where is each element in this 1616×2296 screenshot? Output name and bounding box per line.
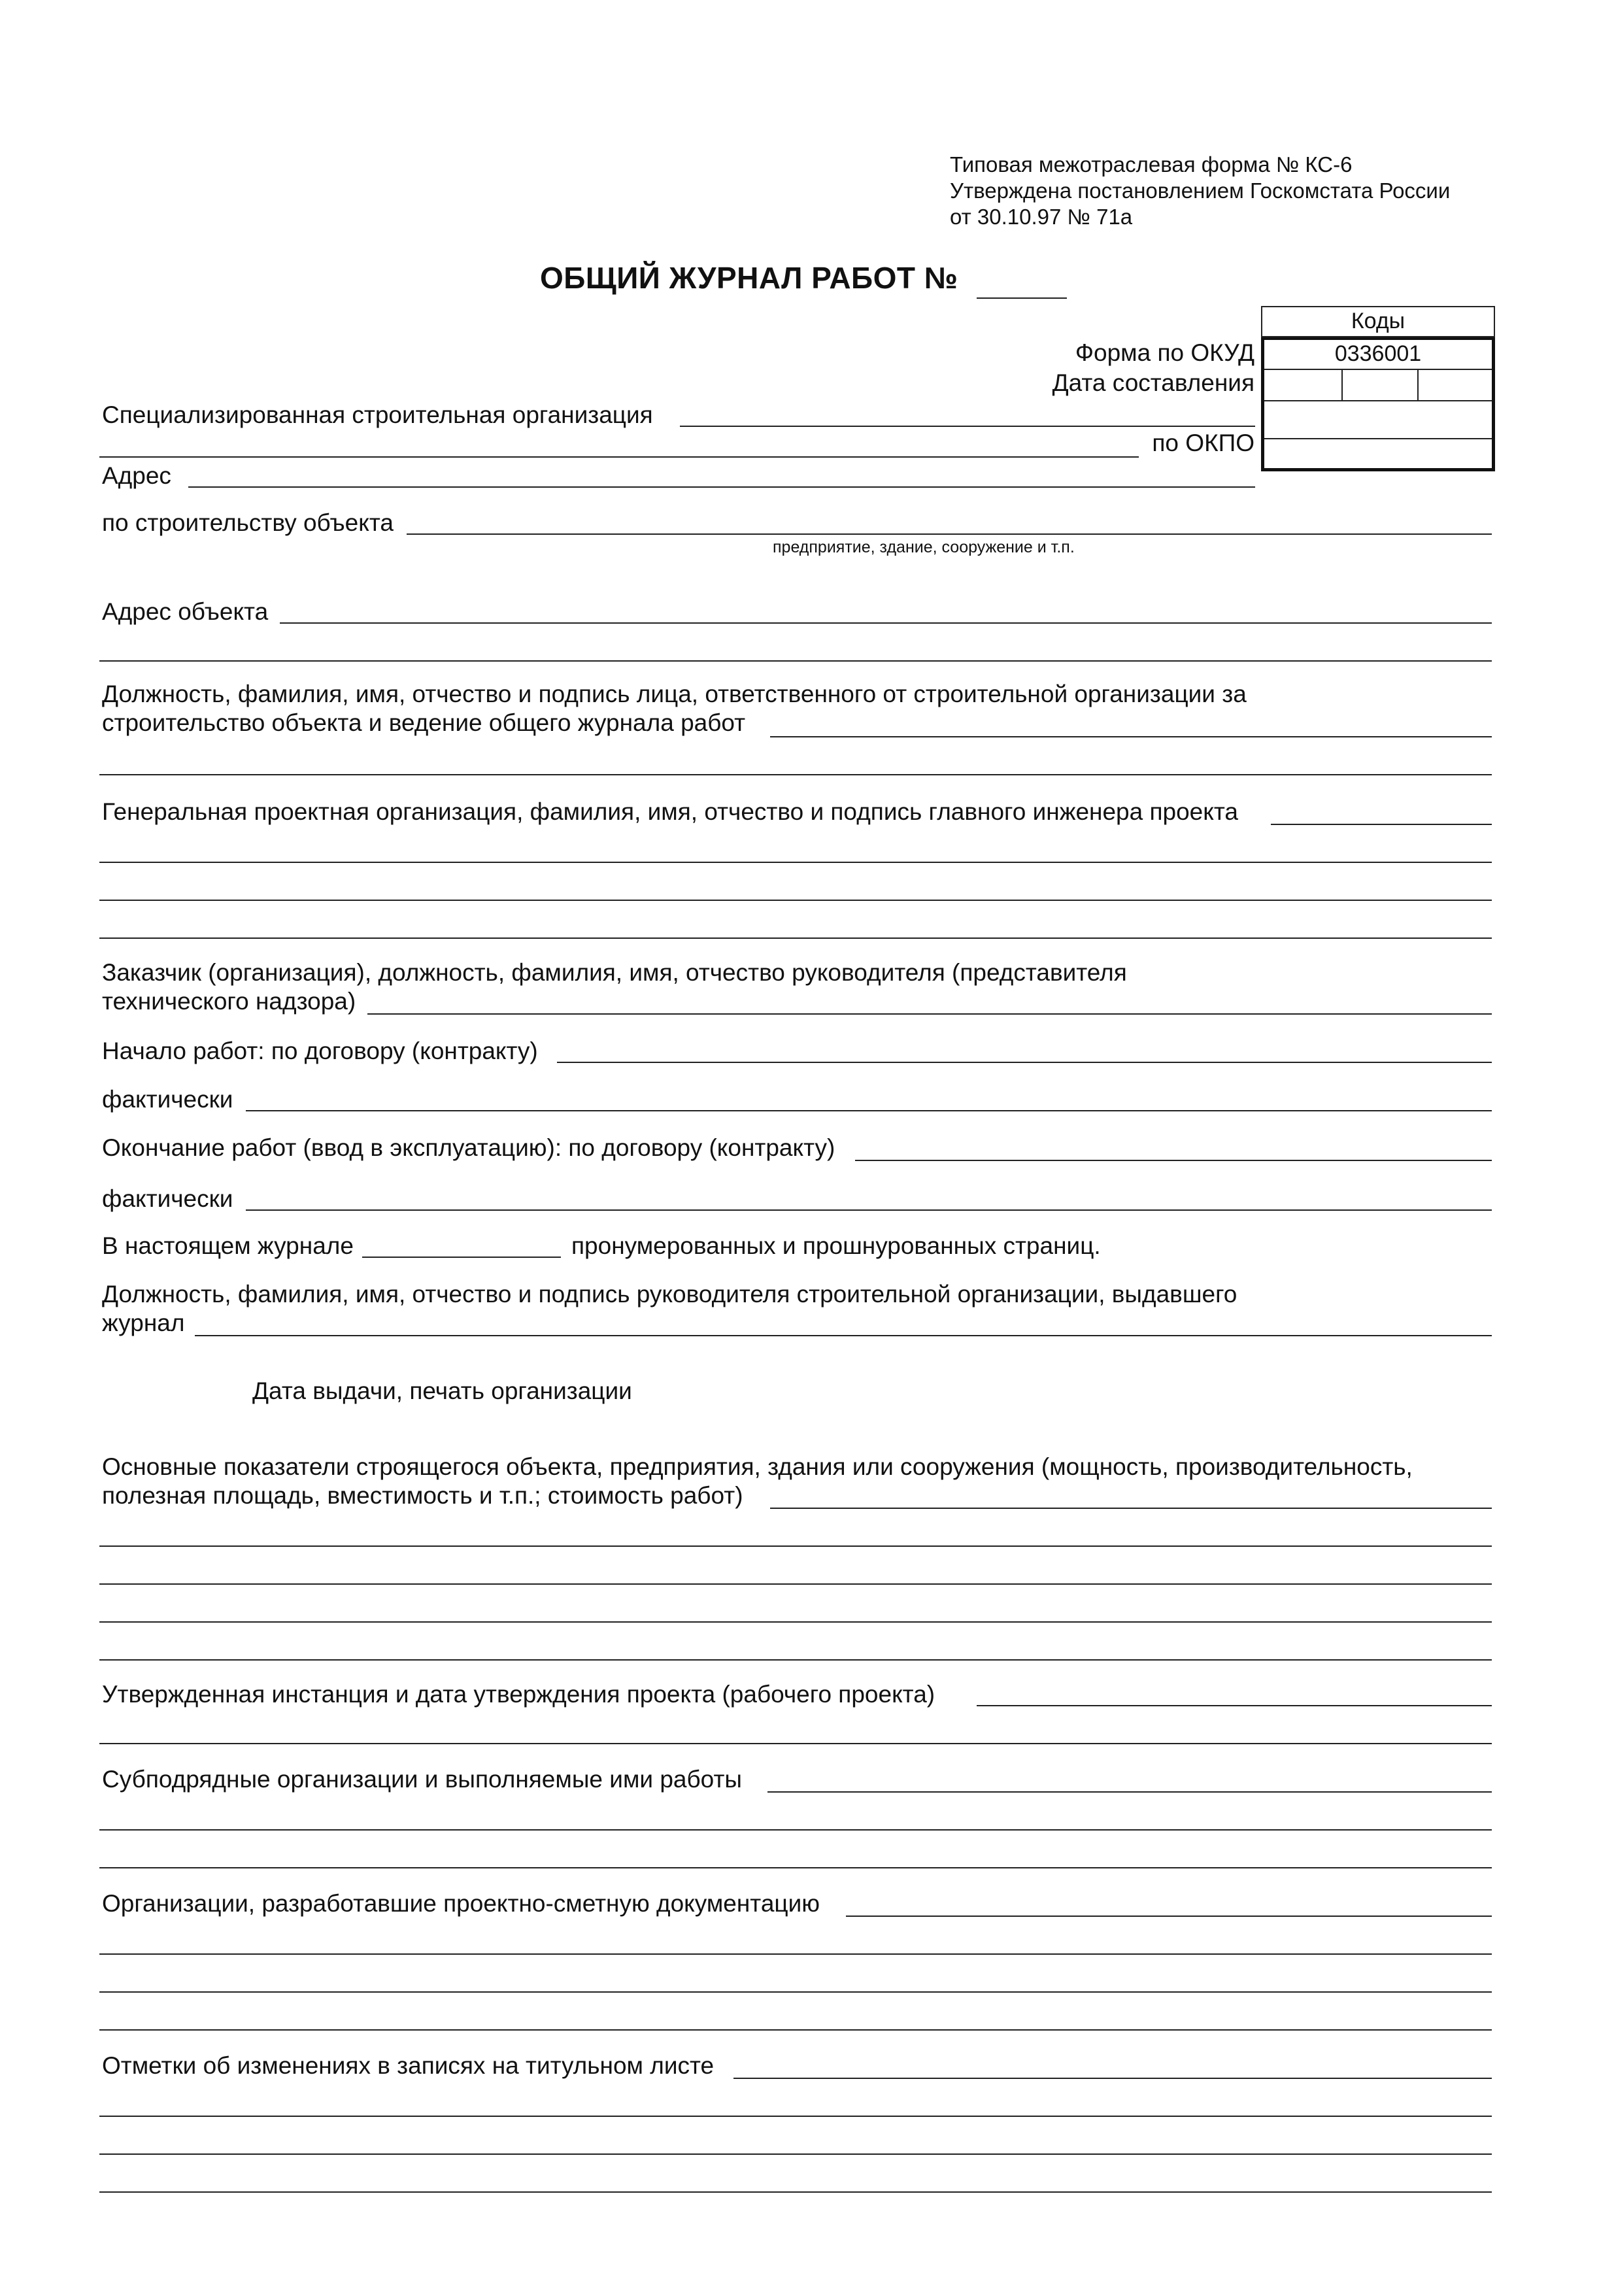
customer-label-2: технического надзора): [102, 988, 356, 1015]
org-label: Специализированная строительная организация: [102, 401, 653, 428]
form-type-line: Типовая межотраслевая форма № КС-6: [950, 152, 1353, 177]
object-field[interactable]: [407, 533, 1492, 535]
design-docs-field-line3[interactable]: [99, 1991, 1492, 1993]
indicators-label-2: полезная площадь, вместимость и т.п.; стоимость работ): [102, 1482, 743, 1509]
indicators-label-1: Основные показатели строящегося объекта, предприятия, здания или сооружения (мощность, производительность,: [102, 1453, 1413, 1480]
design-docs-label: Организации, разработавшие проектно-сметную документацию: [102, 1890, 820, 1917]
form-date-line: от 30.10.97 № 71а: [950, 205, 1133, 229]
general-design-field[interactable]: [1271, 824, 1492, 825]
extra-code-cell[interactable]: [1264, 439, 1492, 468]
subcontractors-field-line3[interactable]: [99, 1867, 1492, 1868]
start-actual-label: фактически: [102, 1086, 233, 1113]
issuer-field[interactable]: [195, 1335, 1492, 1336]
changes-field-line4[interactable]: [99, 2191, 1492, 2193]
okud-label: Форма по ОКУД: [1075, 339, 1254, 366]
object-address-field[interactable]: [280, 622, 1492, 624]
address-label: Адрес: [102, 462, 171, 489]
responsible-label-2: строительство объекта и ведение общего журнала работ: [102, 709, 746, 736]
indicators-field-line2[interactable]: [99, 1545, 1492, 1547]
okpo-cell[interactable]: [1264, 401, 1492, 439]
codes-header: Коды: [1351, 309, 1406, 333]
date-label: Дата составления: [1052, 369, 1254, 396]
customer-field[interactable]: [367, 1013, 1492, 1015]
date-cells[interactable]: [1264, 370, 1492, 401]
start-contract-field[interactable]: [557, 1062, 1492, 1063]
design-docs-field-line2[interactable]: [99, 1953, 1492, 1955]
indicators-field-line5[interactable]: [99, 1659, 1492, 1661]
end-actual-label: фактически: [102, 1185, 233, 1212]
indicators-field-line4[interactable]: [99, 1621, 1492, 1623]
design-docs-field-line4[interactable]: [99, 2029, 1492, 2031]
pages-prefix-label: В настоящем журнале: [102, 1232, 354, 1259]
okud-code: 0336001: [1334, 341, 1422, 366]
general-design-field-line4[interactable]: [99, 937, 1492, 939]
subcontractors-field[interactable]: [767, 1791, 1492, 1793]
codes-table: [1261, 306, 1495, 471]
form-approval-line: Утверждена постановлением Госкомстата России: [950, 178, 1451, 203]
pages-count-field[interactable]: [362, 1257, 561, 1258]
okud-code-cell: [1264, 340, 1492, 370]
end-contract-field[interactable]: [855, 1160, 1492, 1161]
subcontractors-label: Субподрядные организации и выполняемые ими работы: [102, 1766, 742, 1793]
start-actual-field[interactable]: [246, 1110, 1492, 1111]
approval-field[interactable]: [977, 1705, 1492, 1706]
org-field-line2[interactable]: [99, 456, 1139, 458]
issue-date-label: Дата выдачи, печать организации: [252, 1377, 632, 1404]
indicators-field[interactable]: [770, 1508, 1492, 1509]
address-field[interactable]: [188, 486, 1255, 488]
org-field[interactable]: [680, 426, 1255, 427]
page-title: ОБЩИЙ ЖУРНАЛ РАБОТ №: [540, 261, 958, 295]
responsible-label-1: Должность, фамилия, имя, отчество и подпись лица, ответственного от строительной организации за: [102, 681, 1247, 707]
okpo-label: по ОКПО: [1152, 430, 1254, 456]
changes-field[interactable]: [733, 2078, 1492, 2079]
end-contract-label: Окончание работ (ввод в эксплуатацию): по договору (контракту): [102, 1134, 835, 1161]
pages-suffix-label: пронумерованных и прошнурованных страниц.: [571, 1232, 1101, 1259]
object-label: по строительству объекта: [102, 509, 394, 536]
responsible-field[interactable]: [770, 736, 1492, 737]
object-address-field-line2[interactable]: [99, 660, 1492, 662]
general-design-field-line2[interactable]: [99, 862, 1492, 863]
issuer-label-2: журнал: [102, 1309, 185, 1336]
object-hint: предприятие, здание, сооружение и т.п.: [773, 538, 1075, 556]
design-docs-field[interactable]: [846, 1916, 1492, 1917]
general-design-field-line3[interactable]: [99, 900, 1492, 901]
end-actual-field[interactable]: [246, 1209, 1492, 1211]
start-contract-label: Начало работ: по договору (контракту): [102, 1038, 538, 1064]
customer-label-1: Заказчик (организация), должность, фамилия, имя, отчество руководителя (представителя: [102, 959, 1127, 986]
approval-label: Утвержденная инстанция и дата утверждения проекта (рабочего проекта): [102, 1681, 935, 1708]
indicators-field-line3[interactable]: [99, 1583, 1492, 1585]
changes-field-line3[interactable]: [99, 2153, 1492, 2155]
changes-label: Отметки об изменениях в записях на титульном листе: [102, 2052, 715, 2079]
responsible-field-line2[interactable]: [99, 774, 1492, 775]
object-address-label: Адрес объекта: [102, 598, 269, 625]
journal-number-field[interactable]: [977, 297, 1067, 299]
subcontractors-field-line2[interactable]: [99, 1829, 1492, 1831]
general-design-label: Генеральная проектная организация, фамилия, имя, отчество и подпись главного инженера проекта: [102, 798, 1238, 825]
issuer-label-1: Должность, фамилия, имя, отчество и подпись руководителя строительной организации, выдавшего: [102, 1281, 1237, 1308]
changes-field-line2[interactable]: [99, 2116, 1492, 2117]
approval-field-line2[interactable]: [99, 1743, 1492, 1744]
